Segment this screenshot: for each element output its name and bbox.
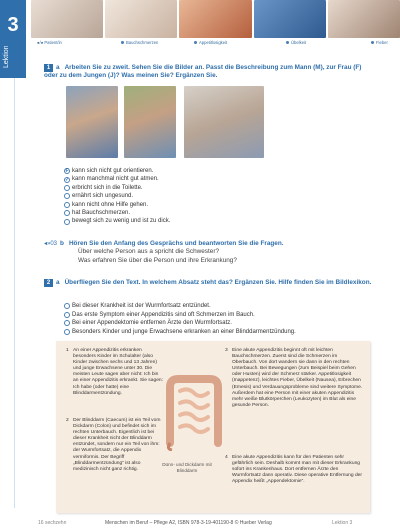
task-2a (44, 279, 374, 287)
header-photo-strip (31, 0, 400, 38)
task-2a-letter: a (56, 279, 60, 286)
caption-fieber: Fieber (371, 40, 388, 45)
checklist-item: erbricht sich in die Toilette. (64, 184, 170, 192)
header-captions (31, 40, 400, 48)
checkbox[interactable] (64, 303, 70, 309)
footer-lektion: Lektion 3 (332, 520, 353, 526)
task-1b-letter: b (60, 240, 64, 247)
caption-uebelkeit: Übelkeit (286, 40, 306, 45)
task-1b (44, 240, 374, 265)
caption-bauchschmerzen: Bauchschmerzen (121, 40, 158, 45)
publisher-line: Menschen im Beruf – Pflege A2, ISBN 978-3-19-401190-8 © Hueber Verlag (105, 520, 272, 526)
margin-line (14, 78, 15, 508)
caption-appetitlosigkeit: Appetitlosigkeit (194, 40, 227, 45)
task-1-badge: 1 (44, 64, 53, 72)
task-2a-options (64, 302, 296, 336)
checkbox[interactable] (64, 193, 70, 199)
checklist-item: ernährt sich ungesund. (64, 192, 170, 200)
audio-track-icon[interactable]: ◂»03 (44, 241, 58, 247)
photo-fieber (328, 0, 400, 38)
checklist-item: bewegt sich zu wenig und ist zu dick. (64, 217, 170, 225)
option-item: Bei dieser Krankheit ist der Wurmfortsatz entzündet. (64, 302, 296, 311)
page-footer (0, 514, 400, 532)
task-1b-question-1: Über welche Person aus a spricht die Schwester? (78, 248, 220, 256)
checkbox[interactable]: ✓ (65, 176, 70, 183)
page-number: 16 sechzehn (38, 520, 67, 526)
checklist-item: hat Bauchschmerzen. (64, 209, 170, 217)
illustration-caption: Dünn- und Dickdarm mit Blinddarm (162, 462, 212, 473)
lektion-tab (0, 0, 26, 78)
checkbox[interactable] (64, 185, 70, 191)
option-item: Bei einer Appendektomie entfernen Ärzte den Wurmfortsatz. (64, 319, 296, 328)
task-2-badge: 2 (44, 279, 53, 287)
checkbox[interactable] (64, 202, 70, 208)
photo-appetitlosigkeit (179, 0, 251, 38)
photo-uebelkeit (254, 0, 326, 38)
image-man (66, 86, 118, 158)
checkbox[interactable] (64, 210, 70, 216)
task-1a-checklist (64, 167, 170, 226)
option-item: Das erste Symptom einer Appendizitis sind oft Schmerzen im Bauch. (64, 311, 296, 320)
photo-patient (31, 0, 103, 38)
checklist-item: F kann sich nicht gut orientieren. (65, 168, 154, 175)
task-1a-letter: a (56, 64, 60, 71)
image-woman (124, 86, 176, 158)
task-1b-question-2: Was erfahren Sie über die Person und ihre Erkrankung? (78, 256, 237, 264)
task-1a-text: Arbeiten Sie zu zweit. Sehen Sie die Bilder an. Passt die Beschreibung zum Mann (M), zur Frau (F) oder zu dem Jungen (J)? Was meinen Sie? Ergänzen Sie. (44, 64, 362, 80)
reading-text-panel (56, 341, 370, 513)
paragraph-2: 2 Der Blinddarm (Caecum) ist ein Teil vom Dickdarm (Colon) und befindet sich im rechten Unterbauch. Eigentlich ist bei dieser Krankheit nicht der Blinddarm entzündet, sondern nur ein Teil von ihm: der Wurmfortsatz, die Appendix vermiformis. Der Begriff „Blinddarmentzündung“ ist also medizinisch nicht ganz richtig. (66, 418, 161, 472)
caption-patient: ●/● Patient/in (37, 40, 62, 45)
lektion-word: Lektion (3, 45, 10, 68)
checkbox[interactable]: F (65, 168, 69, 175)
checklist-item: kann nicht ohne Hilfe gehen. (64, 201, 170, 209)
photo-bauchschmerzen (105, 0, 177, 38)
paragraph-4: 4 Eine akute Appendizitis kann für den Patienten sehr gefährlich sein. Deshalb kommt man mit dieser Erkrankung sofort ins Krankenhaus. Dort entfernen Ärzte den Wurmfortsatz dann operativ. Diese operative Entfernung der Appendix heißt „Appendektomie“. (225, 455, 363, 485)
checkbox[interactable] (64, 219, 70, 225)
paragraph-1: 1 An einer Appendizitis erkranken besonders Kinder im Schulalter (also Kinder zwischen sechs und 13 Jahren) und junge Erwachsene unter 30. Die meisten Leute sagen aber nicht: Ich bin an einer Appendizitis erkrankt. Sie sagen: Ich habe (oder hatte) eine Blinddarmentzündung. (66, 348, 163, 396)
task-2a-text: Überfliegen Sie den Text. In welchem Absatz steht das? Ergänzen Sie. Hilfe finden Sie im Bildlexikon. (64, 279, 372, 286)
image-boy (184, 86, 264, 158)
checklist-item: ✓ kann manchmal nicht gut atmen. (65, 176, 159, 183)
task-1b-heading: Hören Sie den Anfang des Gesprächs und beantworten Sie die Fragen. (68, 240, 284, 247)
checkbox[interactable] (64, 312, 70, 318)
lektion-number: 3 (7, 14, 19, 36)
paragraph-3: 3 Eine akute Appendizitis beginnt oft mit leichten Bauchschmerzen. Zuerst sind die Schmerzen im Oberbauch. Von dort wandern sie dann in den rechten Unterbauch. Bei Bewegungen (zum Beispiel beim Gehen oder Husten) wird der Schmerz stärker. Appetitlosigkeit (Inappetenz), leichtes Fieber, Übelkeit (Nausea), Erbrechen (Emesis) und Verdauungsprobleme sind weitere Symptome. Außerdem hat eine Person mit einer akuten Appendizitis mehr weiße Blutkörperchen (Leukozyten) im Blut als eine gesunde Person. (225, 348, 363, 408)
checkbox[interactable] (64, 329, 70, 335)
option-item: Besonders Kinder und junge Erwachsene erkranken an einer Blinddarmentzündung. (64, 328, 296, 337)
intestine-illustration (162, 373, 226, 451)
task-1a (44, 64, 374, 81)
checkbox[interactable] (64, 320, 70, 326)
